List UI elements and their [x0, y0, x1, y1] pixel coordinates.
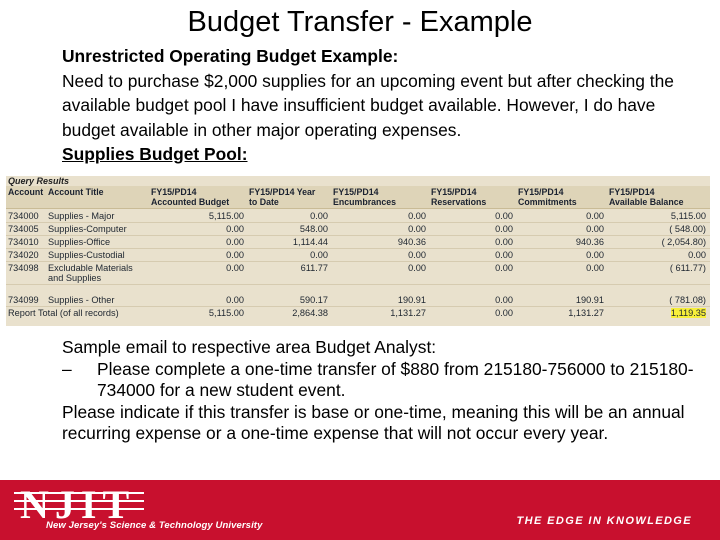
pool-heading: Supplies Budget Pool:	[62, 144, 248, 164]
highlighted-balance: 1,119.35	[670, 308, 706, 318]
footer-tagline: New Jersey's Science & Technology University	[46, 520, 263, 531]
slide-title: Budget Transfer - Example	[187, 6, 533, 38]
email-intro: Sample email to respective area Budget Analyst:	[62, 337, 437, 357]
table-row: 734005 Supplies-Computer 0.00 548.00 0.00 0.00 0.00 ( 548.00)	[6, 223, 710, 236]
table-row: 734000 Supplies - Major 5,115.00 0.00 0.00 0.00 0.00 5,115.00	[6, 210, 710, 223]
table-total-row: Report Total (of all records) 5,115.00 2,864.38 1,131.27 0.00 1,131.27 1,119.35	[8, 308, 706, 318]
table-header	[6, 186, 710, 209]
table-row: 734020 Supplies-Custodial 0.00 0.00 0.00 0.00 0.00 0.00	[6, 249, 710, 262]
table-row: 734099 Supplies - Other 0.00 590.17 190.91 0.00 190.91 ( 781.08)	[6, 294, 710, 307]
table-row: 734010 Supplies-Office 0.00 1,114.44 940.36 0.00 940.36 ( 2,054.80)	[6, 236, 710, 249]
email-block	[62, 337, 712, 445]
bullet-text: Please complete a one-time transfer of $880 from 215180-756000 to 215180-734000 for a new student event.	[97, 358, 694, 400]
bullet-dash: –	[62, 358, 72, 379]
query-results-caption: Query Results	[8, 176, 70, 186]
column-header-account: Account	[8, 187, 44, 197]
column-header-reservations: FY15/PD14 Reservations	[431, 187, 487, 207]
footer-slogan: THE EDGE IN KNOWLEDGE	[516, 515, 692, 527]
intro-heading: Unrestricted Operating Budget Example:	[62, 46, 399, 66]
footer-banner	[0, 480, 720, 540]
column-header-year-to-date: FY15/PD14 Year to Date	[249, 187, 316, 207]
njit-logo	[14, 484, 144, 520]
table-row: 734098 Excludable Materials and Supplies 0.00 611.77 0.00 0.00 0.00 ( 611.77)	[6, 262, 710, 285]
email-bullet	[62, 359, 712, 402]
query-results-table	[6, 176, 710, 326]
intro-block	[62, 44, 712, 167]
email-closing: Please indicate if this transfer is base or one-time, meaning this will be an annual recurring expense or a one-time expense that will not occur every year.	[62, 401, 685, 443]
column-header-encumbrances: FY15/PD14 Encumbrances	[333, 187, 397, 207]
column-header-available-balance: FY15/PD14 Available Balance	[609, 187, 684, 207]
svg-text:NJIT: NJIT	[20, 484, 136, 520]
column-header-commitments: FY15/PD14 Commitments	[518, 187, 577, 207]
column-header-account-title: Account Title	[48, 187, 104, 197]
intro-text: Need to purchase $2,000 supplies for an upcoming event but after checking the available budget pool I have insufficient budget available. However, I do have budget available in other major operating expenses.	[62, 70, 674, 140]
column-header-accounted-budget: FY15/PD14 Accounted Budget	[151, 187, 230, 207]
